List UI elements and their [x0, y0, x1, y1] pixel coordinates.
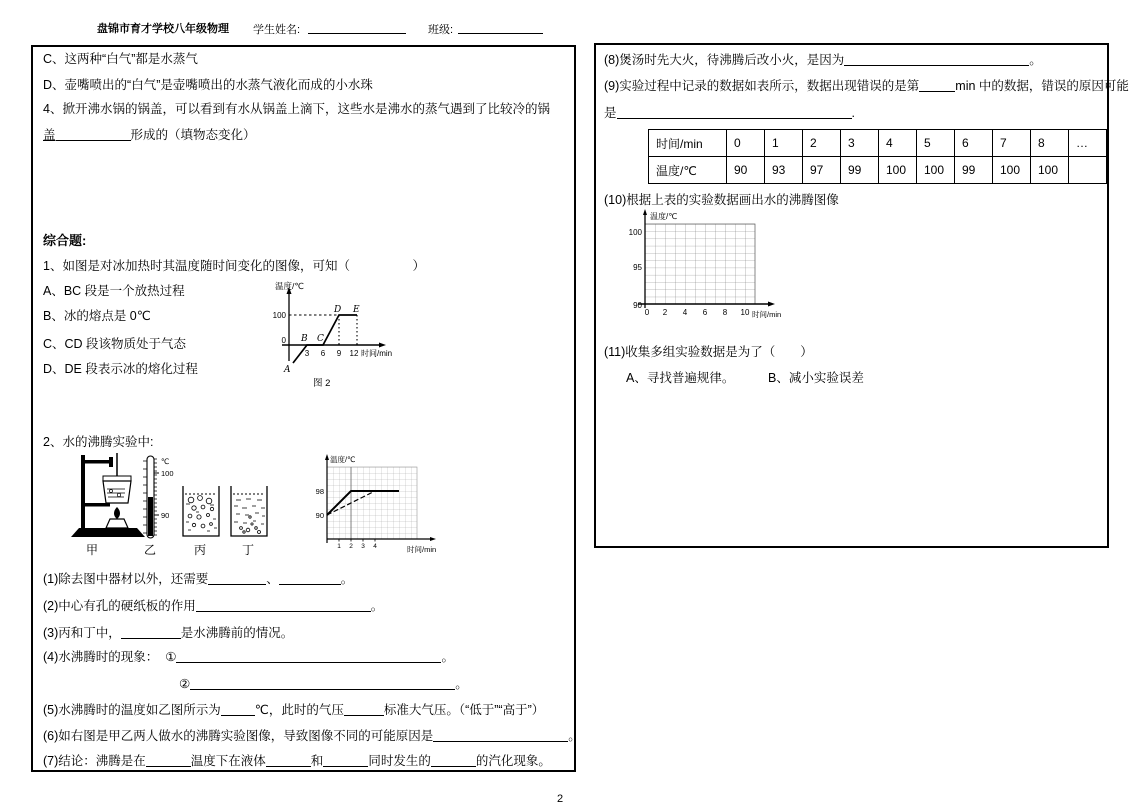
- question-1-option-d: D、DE 段表示冰的熔化过程: [43, 362, 198, 376]
- figure-bing-beaker: [180, 484, 222, 540]
- fig2-point-A: E: [353, 305, 360, 315]
- fig2-point-A: A: [284, 365, 291, 375]
- fig2-tick-100: 100: [272, 311, 286, 320]
- section-heading: 综合题:: [43, 233, 87, 248]
- subquestion-9-line2: 是 .: [604, 106, 855, 120]
- grid-tick-x4: 4: [682, 308, 688, 317]
- table-row-time: [649, 130, 1107, 157]
- question-1-option-c: C、CD 段该物质处于气态: [43, 337, 187, 351]
- table-cell: 93: [765, 157, 803, 184]
- figure-label-yi: 乙: [144, 543, 157, 557]
- blank-field: [176, 650, 441, 663]
- table-cell: 时间/min: [649, 130, 727, 157]
- grid-tick-x2: 2: [662, 308, 668, 317]
- fig2-point-B: B: [301, 334, 308, 344]
- blank-field: [221, 703, 255, 716]
- boilgraph-tick-98: 98: [315, 487, 324, 496]
- subquestion-4b: ② 。: [179, 677, 468, 691]
- table-cell: 99: [955, 157, 993, 184]
- grid-tick-x10: 10: [740, 308, 750, 317]
- subquestion-9-line1: (9)实验过程中记录的数据如表所示，数据出现错误的是第 min 中的数据，错误的原因可能: [604, 79, 1129, 93]
- class-label: 班级:: [428, 24, 454, 36]
- fig2-y-axis-label: 温度/℃: [275, 281, 304, 291]
- blank-field: [433, 729, 568, 742]
- table-cell: 0: [727, 130, 765, 157]
- subquestion-10: (10)根据上表的实验数据画出水的沸腾图像: [604, 193, 839, 207]
- fig2-point-C: C: [317, 334, 324, 344]
- table-cell: 6: [955, 130, 993, 157]
- figure-boiling-graph: [307, 453, 442, 555]
- option-d-line: D、壶嘴喷出的“白气”是壶嘴喷出的水蒸气液化而成的小水珠: [43, 78, 373, 92]
- subquestion-5: (5)水沸腾时的温度如乙图所示为 ℃，此时的气压 标准大气压。（“低于”“高于”）: [43, 703, 545, 717]
- figure-2-ice-heating-chart: [255, 281, 393, 393]
- grid-tick-x0: 0: [644, 308, 650, 317]
- table-cell: 5: [917, 130, 955, 157]
- table-cell: 2: [803, 130, 841, 157]
- option-c-line: C、这两种“白气”都是水蒸气: [43, 52, 198, 66]
- figure-yi-thermometer: [133, 453, 179, 541]
- fig2-point-D: D: [334, 305, 342, 315]
- question-1-option-b: B、冰的熔点是 0℃: [43, 309, 151, 323]
- grid-y-axis-label: 温度/℃: [650, 212, 678, 221]
- subquestion-3: (3)丙和丁中， 是水沸腾前的情况。: [43, 626, 294, 640]
- subquestion-7: (7)结论：沸腾是在 温度下在液体 和 同时发生的 的汽化现象。: [43, 754, 551, 768]
- subquestion-11: (11)收集多组实验数据是为了（ ）: [604, 345, 813, 359]
- table-cell: 8: [1031, 130, 1069, 157]
- right-column-box: [594, 43, 1129, 548]
- table-cell: …: [1069, 130, 1107, 157]
- question-1-option-a: A、BC 段是一个放热过程: [43, 284, 185, 298]
- class-blank: [458, 21, 543, 34]
- subquestion-8: (8)煲汤时先大火，待沸腾后改小火，是因为 。: [604, 53, 1042, 67]
- fig2-tick-12: 12: [349, 349, 359, 358]
- grid-tick-90: 90: [633, 301, 642, 310]
- blank-field: [190, 677, 455, 690]
- question-4-line2: 盖 形成的（填物态变化）: [43, 128, 256, 142]
- table-cell: 温度/℃: [649, 157, 727, 184]
- left-column-box: [31, 45, 581, 772]
- table-cell: 100: [1031, 157, 1069, 184]
- thermometer-unit-label: ℃: [161, 457, 170, 466]
- boilgraph-x-axis-label: 时间/min: [407, 545, 437, 554]
- boilgraph-tick-90: 90: [315, 511, 324, 520]
- student-name-label: 学生姓名:: [253, 24, 301, 36]
- question-4-line1: 4、掀开沸水锅的锅盖，可以看到有水从锅盖上滴下，这些水是沸水的蒸气遇到了比较冷的锅: [43, 102, 550, 116]
- subquestion-11-option-b: B、减小实验误差: [768, 371, 864, 385]
- table-cell: 7: [993, 130, 1031, 157]
- blank-field: [279, 572, 341, 585]
- question-2: 2、水的沸腾实验中:: [43, 435, 154, 449]
- table-cell: 100: [917, 157, 955, 184]
- page-number: 2: [557, 793, 564, 805]
- thermometer-100-label: 100: [161, 469, 174, 478]
- experiment-data-table: [648, 129, 1107, 184]
- table-cell: 100: [993, 157, 1031, 184]
- student-name-blank: [308, 21, 406, 34]
- blank-plot-grid: [610, 209, 795, 334]
- subquestion-4: (4)水沸腾时的现象： ① 。: [43, 650, 454, 664]
- blank-field: [196, 599, 371, 612]
- fig2-tick-9: 9: [336, 349, 342, 358]
- figure-label-ding: 丁: [242, 543, 255, 557]
- table-cell: 90: [727, 157, 765, 184]
- table-row-temperature: [649, 157, 1107, 184]
- boilgraph-tick-4: 4: [373, 543, 377, 550]
- blank-field: [323, 754, 368, 767]
- blank-field: [121, 626, 181, 639]
- figure-label-jia: 甲: [86, 543, 99, 557]
- fig2-tick-3: 3: [304, 349, 310, 358]
- table-cell: 3: [841, 130, 879, 157]
- subquestion-1: (1)除去图中器材以外，还需要 、 。: [43, 572, 354, 586]
- boilgraph-y-axis-label: 温度/℃: [330, 455, 356, 464]
- fig2-tick-0: 0: [281, 336, 286, 345]
- blank-field: [208, 572, 266, 585]
- fig2-tick-6: 6: [320, 349, 326, 358]
- blank-field: [431, 754, 476, 767]
- grid-tick-x8: 8: [722, 308, 728, 317]
- table-cell: [1069, 157, 1107, 184]
- fig2-x-axis-label: 时间/min: [361, 349, 393, 358]
- blank-field: [844, 53, 1029, 66]
- question-1: 1、如图是对冰加热时其温度随时间变化的图像，可知（ ）: [43, 259, 425, 273]
- table-cell: 4: [879, 130, 917, 157]
- grid-tick-100: 100: [628, 228, 642, 237]
- boilgraph-tick-2: 2: [349, 543, 353, 550]
- grid-tick-x6: 6: [702, 308, 708, 317]
- figure-ding-beaker: [228, 484, 270, 540]
- table-cell: 99: [841, 157, 879, 184]
- table-cell: 1: [765, 130, 803, 157]
- grid-x-axis-label: 时间/min: [752, 310, 782, 319]
- table-cell: 97: [803, 157, 841, 184]
- boilgraph-tick-3: 3: [361, 543, 365, 550]
- subquestion-6: (6)如右图是甲乙两人做水的沸腾实验图像，导致图像不同的可能原因是 。: [43, 729, 581, 743]
- fig2-caption: 图 2: [313, 378, 331, 389]
- blank-field: [266, 754, 311, 767]
- subquestion-2: (2)中心有孔的硬纸板的作用 。: [43, 599, 384, 613]
- blank-field: [919, 79, 955, 92]
- thermometer-90-label: 90: [161, 511, 170, 520]
- figure-label-bing: 丙: [194, 543, 207, 557]
- blank-field: [344, 703, 384, 716]
- table-cell: 100: [879, 157, 917, 184]
- blank-field: [56, 128, 131, 141]
- page-title: 盘锦市育才学校八年级物理: [97, 23, 229, 35]
- subquestion-11-option-a: A、寻找普遍规律。: [626, 371, 735, 385]
- boilgraph-tick-1: 1: [337, 543, 341, 550]
- blank-field: [617, 106, 852, 119]
- blank-field: [146, 754, 191, 767]
- grid-tick-95: 95: [633, 263, 642, 272]
